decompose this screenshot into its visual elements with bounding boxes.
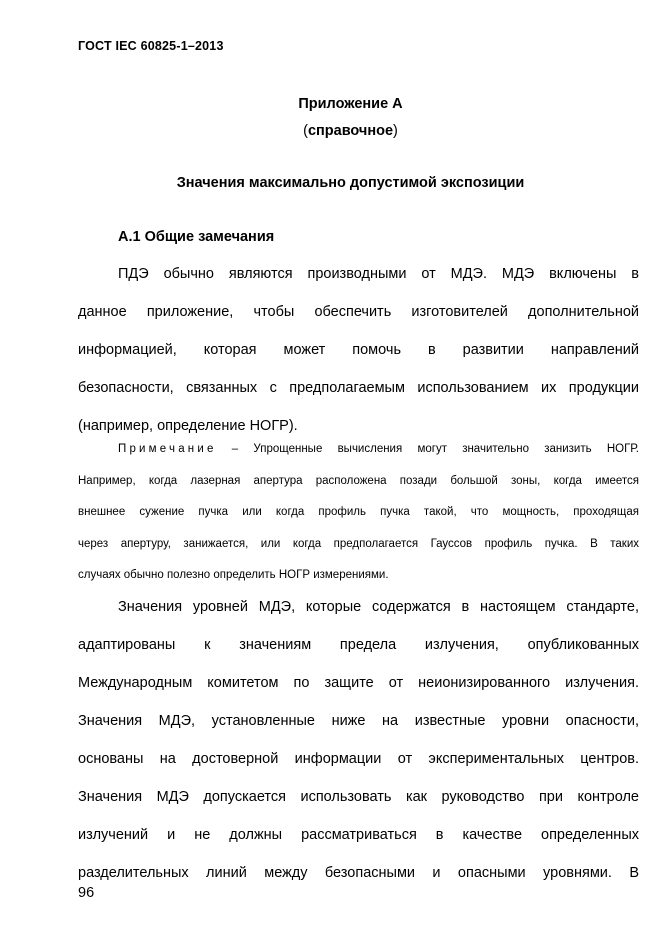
paragraph-1-line: безопасности, связанных с предполагаемым использованием их продукции xyxy=(78,380,639,396)
appendix-title: Приложение А xyxy=(298,96,403,112)
paragraph-1-line: ПДЭ обычно являются производными от МДЭ. МДЭ включены в xyxy=(118,266,639,282)
paragraph-2-line: Международным комитетом по защите от неионизированного излучения. xyxy=(78,675,639,691)
paragraph-1-line: (например, определение НОГР). xyxy=(78,418,298,434)
appendix-subtitle-text: справочное xyxy=(307,123,394,139)
paragraph-1 xyxy=(78,255,639,445)
appendix-subtitle-open-paren: ( xyxy=(303,123,308,139)
paragraph-1-line: данное приложение, чтобы обеспечить изготовителей дополнительной xyxy=(78,304,639,320)
document-code: ГОСТ IEC 60825-1–2013 xyxy=(78,39,224,53)
paragraph-1-line: информацией, которая может помочь в развитии направлений xyxy=(78,342,639,358)
appendix-subtitle xyxy=(0,123,661,139)
note-line: случаях обычно полезно определить НОГР измерениями. xyxy=(78,569,389,581)
page-number: 96 xyxy=(78,885,95,901)
note-label: Примечание xyxy=(118,443,217,455)
paragraph-2-line: Значения МДЭ допускается использовать как руководство при контроле xyxy=(78,789,639,805)
note-block xyxy=(78,434,639,592)
note-line xyxy=(78,434,639,466)
note-line-1-text: – Упрощенные вычисления могут значительно занизить НОГР. xyxy=(216,443,639,455)
paragraph-2-line: разделительных линий между безопасными и опасными уровнями. В xyxy=(78,865,639,881)
appendix-subtitle-close-paren: ) xyxy=(393,123,398,139)
subsection-heading: А.1 Общие замечания xyxy=(118,229,275,245)
paragraph-2-line: излучений и не должны рассматриваться в качестве определенных xyxy=(78,827,639,843)
paragraph-2-line: адаптированы к значениям предела излучения, опубликованных xyxy=(78,637,639,653)
note-line: через апертуру, занижается, или когда предполагается Гауссов профиль пучка. В таких xyxy=(78,537,639,550)
section-heading: Значения максимально допустимой экспозиции xyxy=(176,175,525,191)
paragraph-2-line: Значения уровней МДЭ, которые содержатся в настоящем стандарте, xyxy=(118,599,639,615)
paragraph-2-line: основаны на достоверной информации от экспериментальных центров. xyxy=(78,751,639,767)
paragraph-2-line: Значения МДЭ, установленные ниже на известные уровни опасности, xyxy=(78,713,639,729)
paragraph-2 xyxy=(78,588,639,892)
note-line: Например, когда лазерная апертура расположена позади большой зоны, когда имеется xyxy=(78,474,639,487)
note-line: внешнее сужение пучка или когда профиль пучка такой, что мощность, проходящая xyxy=(78,506,639,518)
